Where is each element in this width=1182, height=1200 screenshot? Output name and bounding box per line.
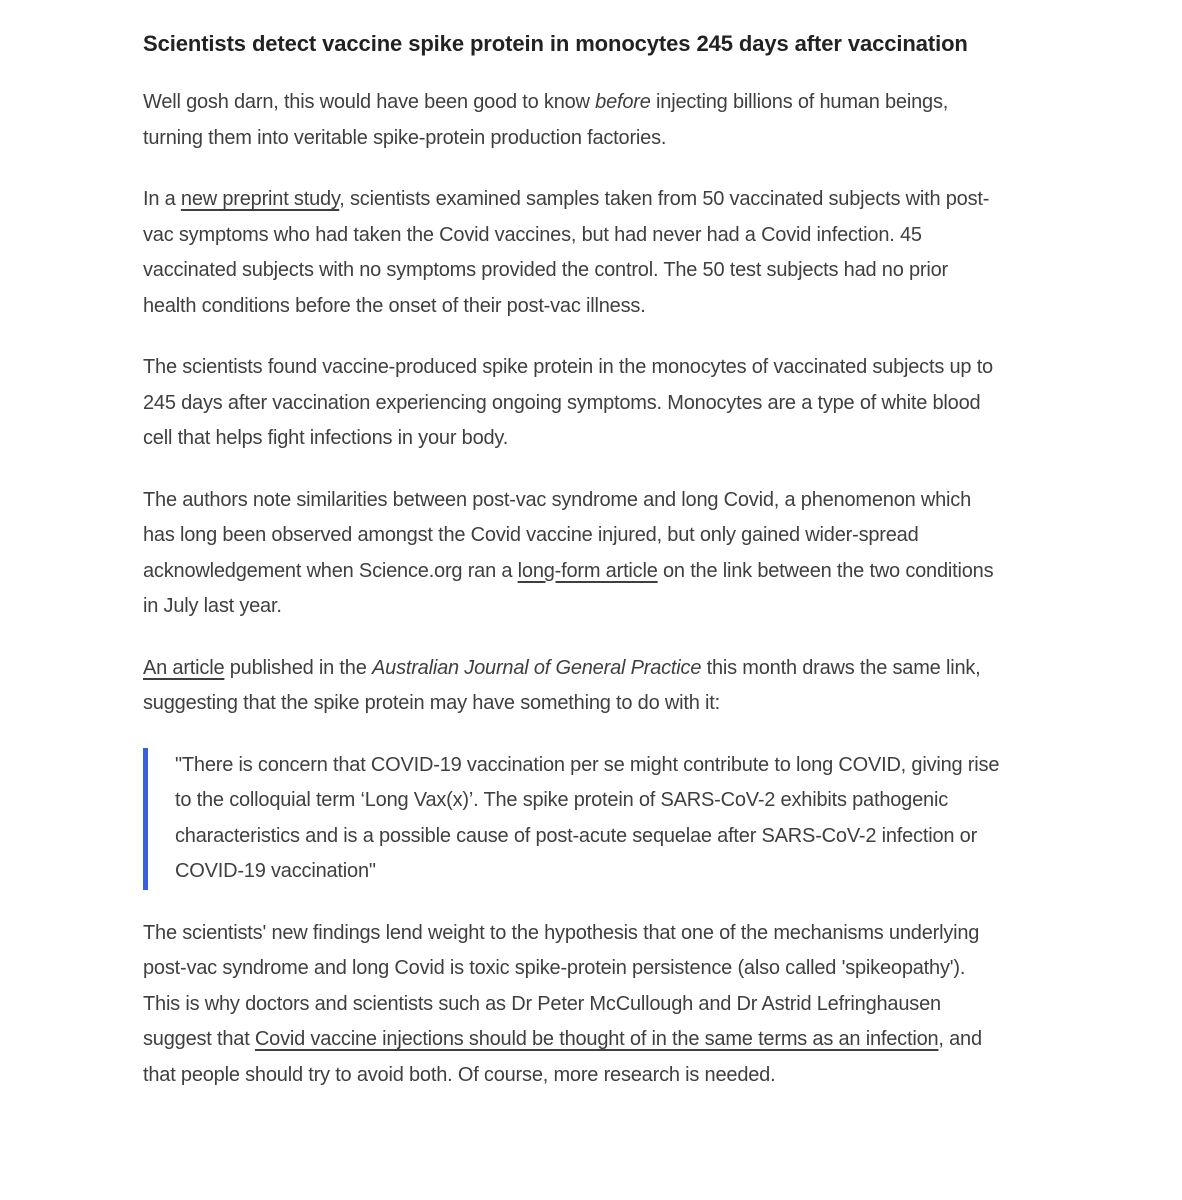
italic-run: Australian Journal of General Practice [372,656,702,679]
text-run: The scientists found vaccine-produced spike protein in the monocytes of vaccinated subjects up to 245 days after vaccination experiencing ongoing symptoms. Monocytes are a type of white blood cell that helps fight infections in your body. [143,356,993,449]
blockquote [143,748,1005,890]
italic-run: before [595,91,651,113]
paragraph [143,350,1005,457]
paragraph [143,182,1005,324]
paragraph [143,85,1005,156]
text-run: The authors note similarities between post-vac syndrome and long Covid, a phenomenon which has long been observed amongst the Covid vaccine injured, but only gained wider-spread acknowledgement when Science.org ran a [143,488,972,582]
text-run: on the link between the two conditions in July last year. [143,559,994,617]
text-run: The scientists' new findings lend weight to the hypothesis that one of the mechanisms underlying post-vac syndrome and long Covid is toxic spike-protein persistence (also called 'spikeopathy'). This is why doctors and scientists such as Dr Peter McCullough and Dr Astrid Lefringhausen suggest that [143,921,980,1050]
text-run: injecting billions of human beings, turning them into veritable spike-protein production factories. [143,91,949,149]
inline-link[interactable]: new preprint study [180,188,340,210]
text-run: , and that people should try to avoid both. Of course, more research is needed. [143,1028,982,1086]
text-run: , scientists examined samples taken from 50 vaccinated subjects with post-vac symptoms who had taken the Covid vaccines, but had never had a Covid infection. 45 vaccinated subjects with no symptoms provided the control. The 50 test subjects had no prior health conditions before the onset of their post-vac illness. [143,188,990,317]
inline-link[interactable]: long-form article [517,559,658,582]
paragraph [143,483,1005,625]
article-body [143,85,1005,1093]
paragraph [143,651,1005,722]
paragraph [143,916,1005,1094]
inline-link[interactable]: Covid vaccine injections should be thought of in the same terms as an infection [254,1028,939,1050]
text-run: "There is concern that COVID-19 vaccination per se might contribute to long COVID, giving rise to the colloquial term ‘Long Vax(x)’. The spike protein of SARS-CoV-2 exhibits pathogenic characteristics and is a possible cause of post-acute sequelae after SARS-CoV-2 infection or COVID-19 vaccination" [175,753,1000,882]
text-run: this month draws the same link, suggesting that the spike protein may have something to do with it: [143,656,981,714]
text-run: In a [143,188,181,210]
inline-link[interactable]: An article [143,656,225,679]
text-run: Well gosh darn, this would have been good to know [143,91,596,113]
text-run: published in the [224,656,372,679]
article-title: Scientists detect vaccine spike protein in monocytes 245 days after vaccination [143,31,968,56]
